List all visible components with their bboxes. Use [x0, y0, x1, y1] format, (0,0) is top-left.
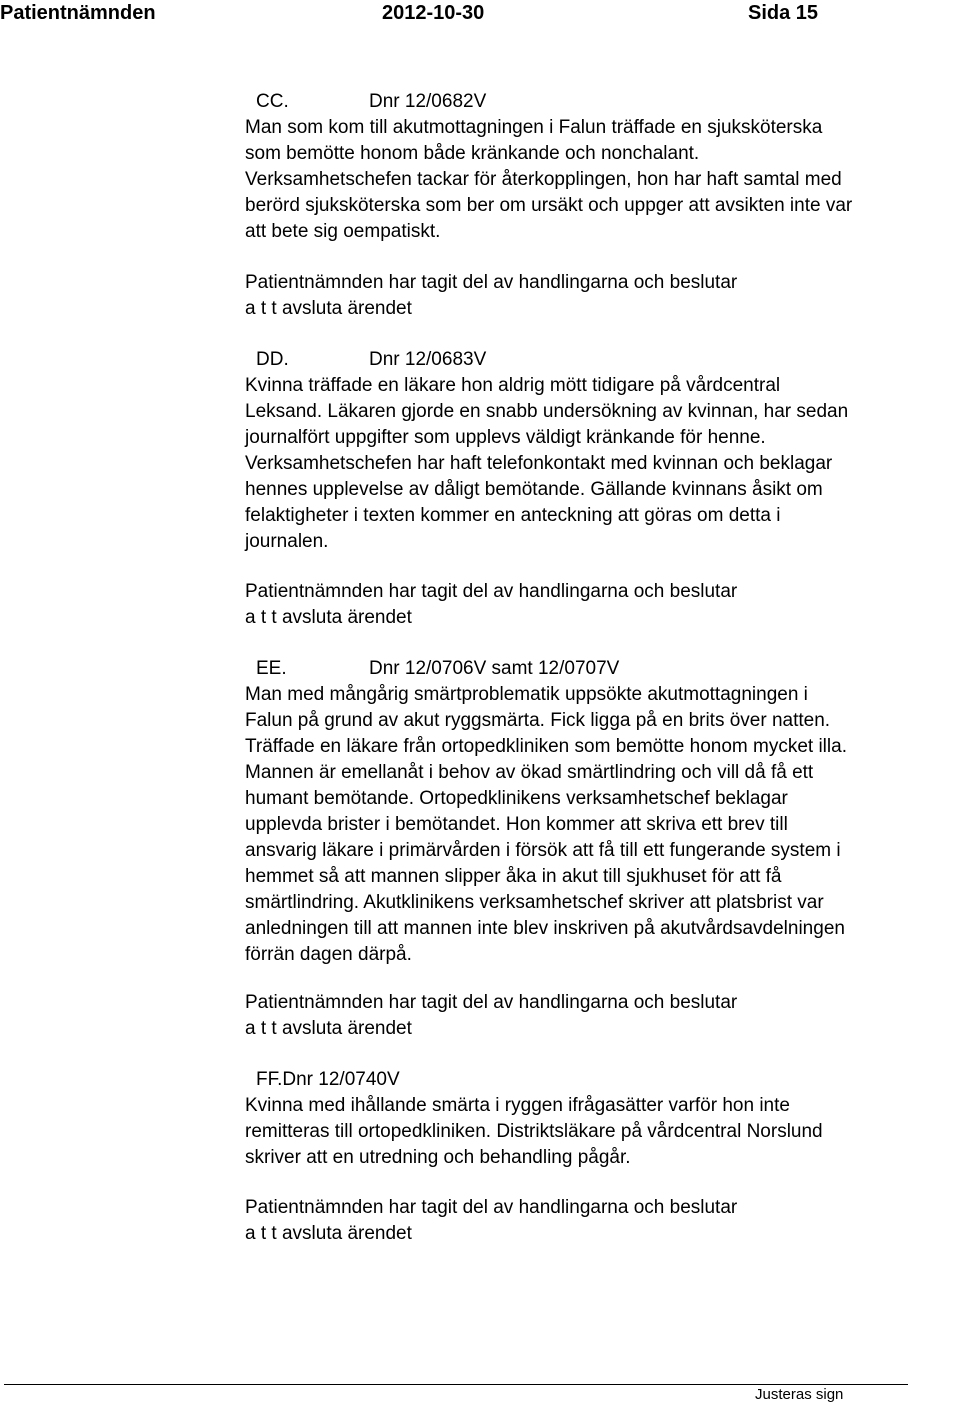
decision-line: a t t avsluta ärendet — [245, 607, 412, 628]
decision-line: Patientnämnden har tagit del av handlingarna och beslutar — [245, 1197, 738, 1218]
case-ee-decision — [245, 990, 737, 1042]
text-line: felaktigheter i texten kommer en anteckning att göras om detta i — [245, 505, 781, 526]
text-line: Verksamhetschefen har haft telefonkontakt med kvinnan och beklagar — [245, 453, 833, 474]
decision-line: Patientnämnden har tagit del av handlingarna och beslutar — [245, 581, 738, 602]
case-dd-decision — [245, 579, 737, 631]
text-line: Kvinna träffade en läkare hon aldrig mött tidigare på vårdcentral — [245, 375, 781, 396]
text-line: Verksamhetschefen tackar för återkopplingen, hon har haft samtal med — [245, 169, 842, 190]
case-ff-decision — [245, 1195, 737, 1247]
text-line: humant bemötande. Ortopedklinikens verksamhetschef beklagar — [245, 788, 788, 809]
header-date: 2012-10-30 — [382, 2, 485, 24]
text-line: smärtlindring. Akutklinikens verksamhetschef skriver att platsbrist var — [245, 892, 824, 913]
case-ee-body — [245, 682, 847, 968]
case-cc-body — [245, 115, 852, 245]
text-line: anledningen till att mannen inte blev inskriven på akutvårdsavdelningen — [245, 918, 845, 939]
decision-line: Patientnämnden har tagit del av handlingarna och beslutar — [245, 272, 738, 293]
case-dd-body — [245, 373, 848, 555]
text-line: journalfört uppgifter som upplevs väldigt kränkande för henne. — [245, 427, 766, 448]
header-organization: Patientnämnden — [0, 2, 156, 24]
text-line: Man som kom till akutmottagningen i Falun träffade en sjuksköterska — [245, 117, 823, 138]
text-line: Leksand. Läkaren gjorde en snabb undersökning av kvinnan, har sedan — [245, 401, 849, 422]
text-line: ansvarig läkare i primärvården i försök att få till ett fungerande system i — [245, 840, 841, 861]
text-line: Träffade en läkare från ortopedkliniken som bemötte honom mycket illa. — [245, 736, 847, 757]
case-dd-letter: DD. — [256, 349, 289, 370]
text-line: förrän dagen därpå. — [245, 944, 412, 965]
decision-line: a t t avsluta ärendet — [245, 298, 412, 319]
decision-line: a t t avsluta ärendet — [245, 1018, 412, 1039]
text-line: som bemötte honom både kränkande och nonchalant. — [245, 143, 700, 164]
text-line: att bete sig oempatiskt. — [245, 221, 441, 242]
text-line: skriver att en utredning och behandling pågår. — [245, 1147, 631, 1168]
case-ee-letter: EE. — [256, 658, 287, 679]
text-line: Man med mångårig smärtproblematik uppsökte akutmottagningen i — [245, 684, 808, 705]
signature-label: Justeras sign — [755, 1386, 844, 1403]
text-line: Mannen är emellanåt i behov av ökad smärtlindring och vill då få ett — [245, 762, 814, 783]
text-line: berörd sjuksköterska som ber om ursäkt och uppger att avsikten inte var — [245, 195, 853, 216]
case-ff-body — [245, 1093, 823, 1171]
text-line: journalen. — [245, 531, 329, 552]
case-dd-dnr: Dnr 12/0683V — [369, 349, 487, 370]
text-line: hennes upplevelse av dåligt bemötande. Gällande kvinnans åsikt om — [245, 479, 823, 500]
case-cc-dnr: Dnr 12/0682V — [369, 91, 487, 112]
text-line: Falun på grund av akut ryggsmärta. Fick ligga på en brits över natten. — [245, 710, 831, 731]
text-line: Kvinna med ihållande smärta i ryggen ifrågasätter varför hon inte — [245, 1095, 790, 1116]
signature-line — [4, 1384, 908, 1385]
header-page-number: Sida 15 — [748, 2, 819, 24]
decision-line: a t t avsluta ärendet — [245, 1223, 412, 1244]
case-ee-dnr: Dnr 12/0706V samt 12/0707V — [369, 658, 620, 679]
text-line: upplevda brister i bemötandet. Hon kommer att skriva ett brev till — [245, 814, 788, 835]
case-cc-decision — [245, 270, 737, 322]
case-cc-letter: CC. — [256, 91, 289, 112]
case-ff-heading: FF.Dnr 12/0740V — [256, 1069, 400, 1090]
text-line: remitteras till ortopedkliniken. Distriktsläkare på vårdcentral Norslund — [245, 1121, 823, 1142]
text-line: hemmet så att mannen slipper åka in akut till sjukhuset för att få — [245, 866, 782, 887]
decision-line: Patientnämnden har tagit del av handlingarna och beslutar — [245, 992, 738, 1013]
